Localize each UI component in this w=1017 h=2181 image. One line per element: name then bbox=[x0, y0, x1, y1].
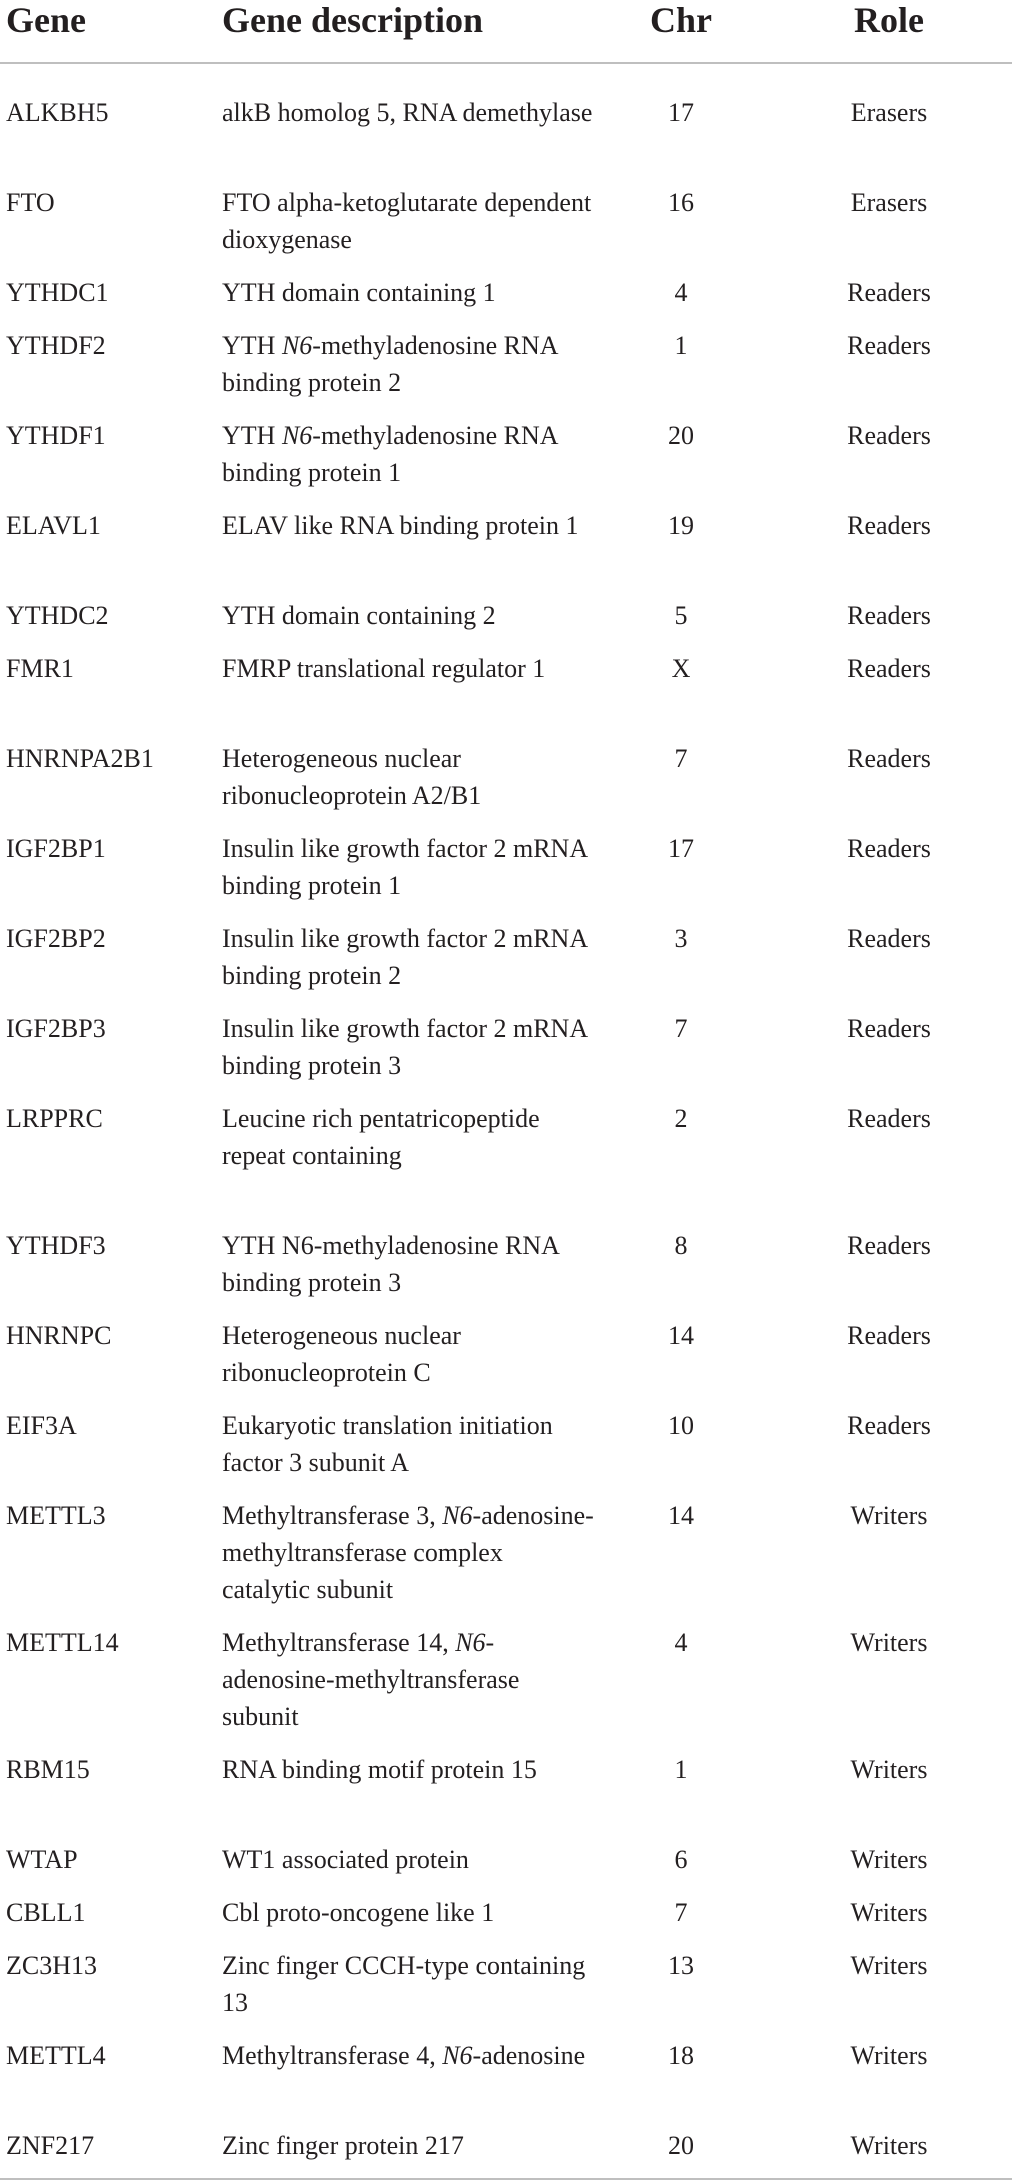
cell-role: Erasers bbox=[850, 188, 928, 217]
cell-role: Readers bbox=[847, 1014, 931, 1043]
cell-role: Writers bbox=[850, 1845, 928, 1874]
table-row bbox=[0, 597, 1012, 650]
cell-description: Cbl proto-oncogene like 1 bbox=[222, 1898, 495, 1927]
cell-role: Writers bbox=[850, 2041, 928, 2070]
cell-chr: 18 bbox=[668, 2041, 694, 2070]
cell-description: FMRP translational regulator 1 bbox=[222, 654, 546, 683]
cell-gene: HNRNPC bbox=[6, 1321, 112, 1350]
table-row bbox=[0, 740, 1012, 830]
cell-role: Writers bbox=[850, 1755, 928, 1784]
table-row bbox=[0, 507, 1012, 597]
cell-chr: 7 bbox=[674, 1898, 688, 1927]
cell-chr: 10 bbox=[668, 1411, 694, 1440]
cell-gene: HNRNPA2B1 bbox=[6, 744, 154, 773]
cell-role: Readers bbox=[847, 421, 931, 450]
cell-gene: ALKBH5 bbox=[6, 98, 109, 127]
cell-chr: 3 bbox=[674, 924, 688, 953]
table-header bbox=[0, 0, 1012, 63]
table-row bbox=[0, 920, 1012, 1010]
cell-description: YTH N6-methyladenosine RNA binding protein 1 bbox=[222, 421, 558, 487]
cell-gene: ELAVL1 bbox=[6, 511, 101, 540]
cell-chr: 14 bbox=[668, 1501, 694, 1530]
cell-chr: 6 bbox=[674, 1845, 688, 1874]
cell-role: Readers bbox=[847, 331, 931, 360]
table-row bbox=[0, 1894, 1012, 1947]
cell-role: Readers bbox=[847, 1411, 931, 1440]
cell-description: Heterogeneous nuclear ribonucleoprotein C bbox=[222, 1321, 461, 1387]
cell-role: Readers bbox=[847, 924, 931, 953]
cell-chr: 14 bbox=[668, 1321, 694, 1350]
table-row bbox=[0, 1751, 1012, 1841]
cell-role: Readers bbox=[847, 601, 931, 630]
cell-gene: YTHDF3 bbox=[6, 1231, 106, 1260]
header-description: Gene description bbox=[222, 0, 596, 63]
cell-description: YTH domain containing 1 bbox=[222, 278, 496, 307]
table-row bbox=[0, 1497, 1012, 1624]
header-role: Role bbox=[766, 0, 1012, 63]
cell-gene: FTO bbox=[6, 188, 55, 217]
cell-gene: METTL3 bbox=[6, 1501, 106, 1530]
cell-chr: 7 bbox=[674, 744, 688, 773]
cell-gene: ZNF217 bbox=[0, 2127, 222, 2179]
table-row bbox=[0, 2037, 1012, 2127]
cell-description: Leucine rich pentatricopeptide repeat containing bbox=[222, 1104, 540, 1170]
table-row bbox=[0, 327, 1012, 417]
header-gene: Gene bbox=[0, 0, 222, 63]
cell-description: YTH domain containing 2 bbox=[222, 601, 496, 630]
header-chr: Chr bbox=[596, 0, 766, 63]
cell-chr: 4 bbox=[674, 1628, 688, 1657]
cell-gene: YTHDC1 bbox=[6, 278, 109, 307]
cell-description: YTH N6-methyladenosine RNA binding protein 3 bbox=[222, 1231, 559, 1297]
table-row bbox=[0, 1624, 1012, 1751]
table-row bbox=[0, 2127, 1012, 2179]
table-row bbox=[0, 184, 1012, 274]
cell-description: Insulin like growth factor 2 mRNA binding protein 3 bbox=[222, 1014, 587, 1080]
cell-description: YTH N6-methyladenosine RNA binding protein 2 bbox=[222, 331, 558, 397]
cell-role: Writers bbox=[850, 1898, 928, 1927]
cell-chr: 7 bbox=[674, 1014, 688, 1043]
cell-role: Readers bbox=[847, 744, 931, 773]
header-row bbox=[0, 0, 1012, 63]
cell-chr: 5 bbox=[674, 601, 688, 630]
table-row bbox=[0, 1317, 1012, 1407]
cell-description: Methyltransferase 4, N6-adenosine bbox=[222, 2041, 586, 2070]
cell-role: Readers bbox=[847, 1321, 931, 1350]
cell-description: Methyltransferase 3, N6-adenosine-methyltransferase complex catalytic subunit bbox=[222, 1501, 594, 1604]
cell-role: Readers bbox=[847, 1231, 931, 1260]
table-row bbox=[0, 1100, 1012, 1227]
cell-role: Readers bbox=[847, 1104, 931, 1133]
cell-chr: 4 bbox=[674, 278, 688, 307]
table-row bbox=[0, 274, 1012, 327]
cell-gene: YTHDC2 bbox=[6, 601, 109, 630]
cell-role: Writers bbox=[850, 1501, 928, 1530]
cell-description: Eukaryotic translation initiation factor 3 subunit A bbox=[222, 1411, 553, 1477]
cell-chr: 17 bbox=[668, 834, 694, 863]
cell-description: alkB homolog 5, RNA demethylase bbox=[222, 98, 593, 127]
cell-role: Erasers bbox=[850, 98, 928, 127]
cell-role: Writers bbox=[766, 2127, 1012, 2179]
cell-chr: 13 bbox=[668, 1951, 694, 1980]
cell-role: Writers bbox=[850, 1628, 928, 1657]
cell-gene: IGF2BP3 bbox=[6, 1014, 106, 1043]
cell-chr: 19 bbox=[668, 511, 694, 540]
cell-description: Insulin like growth factor 2 mRNA binding protein 2 bbox=[222, 924, 587, 990]
cell-gene: WTAP bbox=[6, 1845, 78, 1874]
table-row bbox=[0, 1407, 1012, 1497]
cell-description: FTO alpha-ketoglutarate dependent dioxygenase bbox=[222, 188, 592, 254]
cell-description: RNA binding motif protein 15 bbox=[222, 1755, 537, 1784]
cell-gene: ZC3H13 bbox=[6, 1951, 97, 1980]
table-row bbox=[0, 1841, 1012, 1894]
table-row bbox=[0, 650, 1012, 740]
table-row bbox=[0, 63, 1012, 184]
table-row bbox=[0, 1227, 1012, 1317]
cell-chr: 2 bbox=[674, 1104, 688, 1133]
cell-gene: METTL4 bbox=[6, 2041, 106, 2070]
cell-role: Readers bbox=[847, 834, 931, 863]
cell-description: Zinc finger protein 217 bbox=[222, 2127, 596, 2179]
cell-chr: 1 bbox=[674, 1755, 688, 1784]
table-row bbox=[0, 830, 1012, 920]
cell-gene: YTHDF1 bbox=[6, 421, 106, 450]
cell-gene: IGF2BP2 bbox=[6, 924, 106, 953]
cell-chr: 17 bbox=[668, 98, 694, 127]
cell-chr: X bbox=[671, 654, 691, 683]
cell-chr: 8 bbox=[674, 1231, 688, 1260]
cell-description: Methyltransferase 14, N6-adenosine-methyltransferase subunit bbox=[222, 1628, 520, 1731]
cell-gene: YTHDF2 bbox=[6, 331, 106, 360]
cell-gene: IGF2BP1 bbox=[6, 834, 106, 863]
cell-gene: EIF3A bbox=[6, 1411, 77, 1440]
table-row bbox=[0, 417, 1012, 507]
cell-description: WT1 associated protein bbox=[222, 1845, 469, 1874]
cell-gene: LRPPRC bbox=[6, 1104, 103, 1133]
cell-gene: CBLL1 bbox=[6, 1898, 86, 1927]
cell-role: Readers bbox=[847, 654, 931, 683]
cell-chr: 20 bbox=[668, 421, 694, 450]
table-body bbox=[0, 63, 1012, 2179]
cell-gene: FMR1 bbox=[6, 654, 74, 683]
cell-role: Readers bbox=[847, 511, 931, 540]
cell-chr: 20 bbox=[596, 2127, 766, 2179]
cell-role: Readers bbox=[847, 278, 931, 307]
cell-gene: RBM15 bbox=[6, 1755, 90, 1784]
cell-description: Insulin like growth factor 2 mRNA binding protein 1 bbox=[222, 834, 587, 900]
table-row bbox=[0, 1947, 1012, 2037]
cell-description: Heterogeneous nuclear ribonucleoprotein A2/B1 bbox=[222, 744, 482, 810]
cell-chr: 1 bbox=[674, 331, 688, 360]
cell-gene: METTL14 bbox=[6, 1628, 119, 1657]
cell-chr: 16 bbox=[668, 188, 694, 217]
cell-role: Writers bbox=[850, 1951, 928, 1980]
cell-description: Zinc finger CCCH-type containing 13 bbox=[222, 1951, 586, 2017]
table-row bbox=[0, 1010, 1012, 1100]
cell-description: ELAV like RNA binding protein 1 bbox=[222, 511, 579, 540]
